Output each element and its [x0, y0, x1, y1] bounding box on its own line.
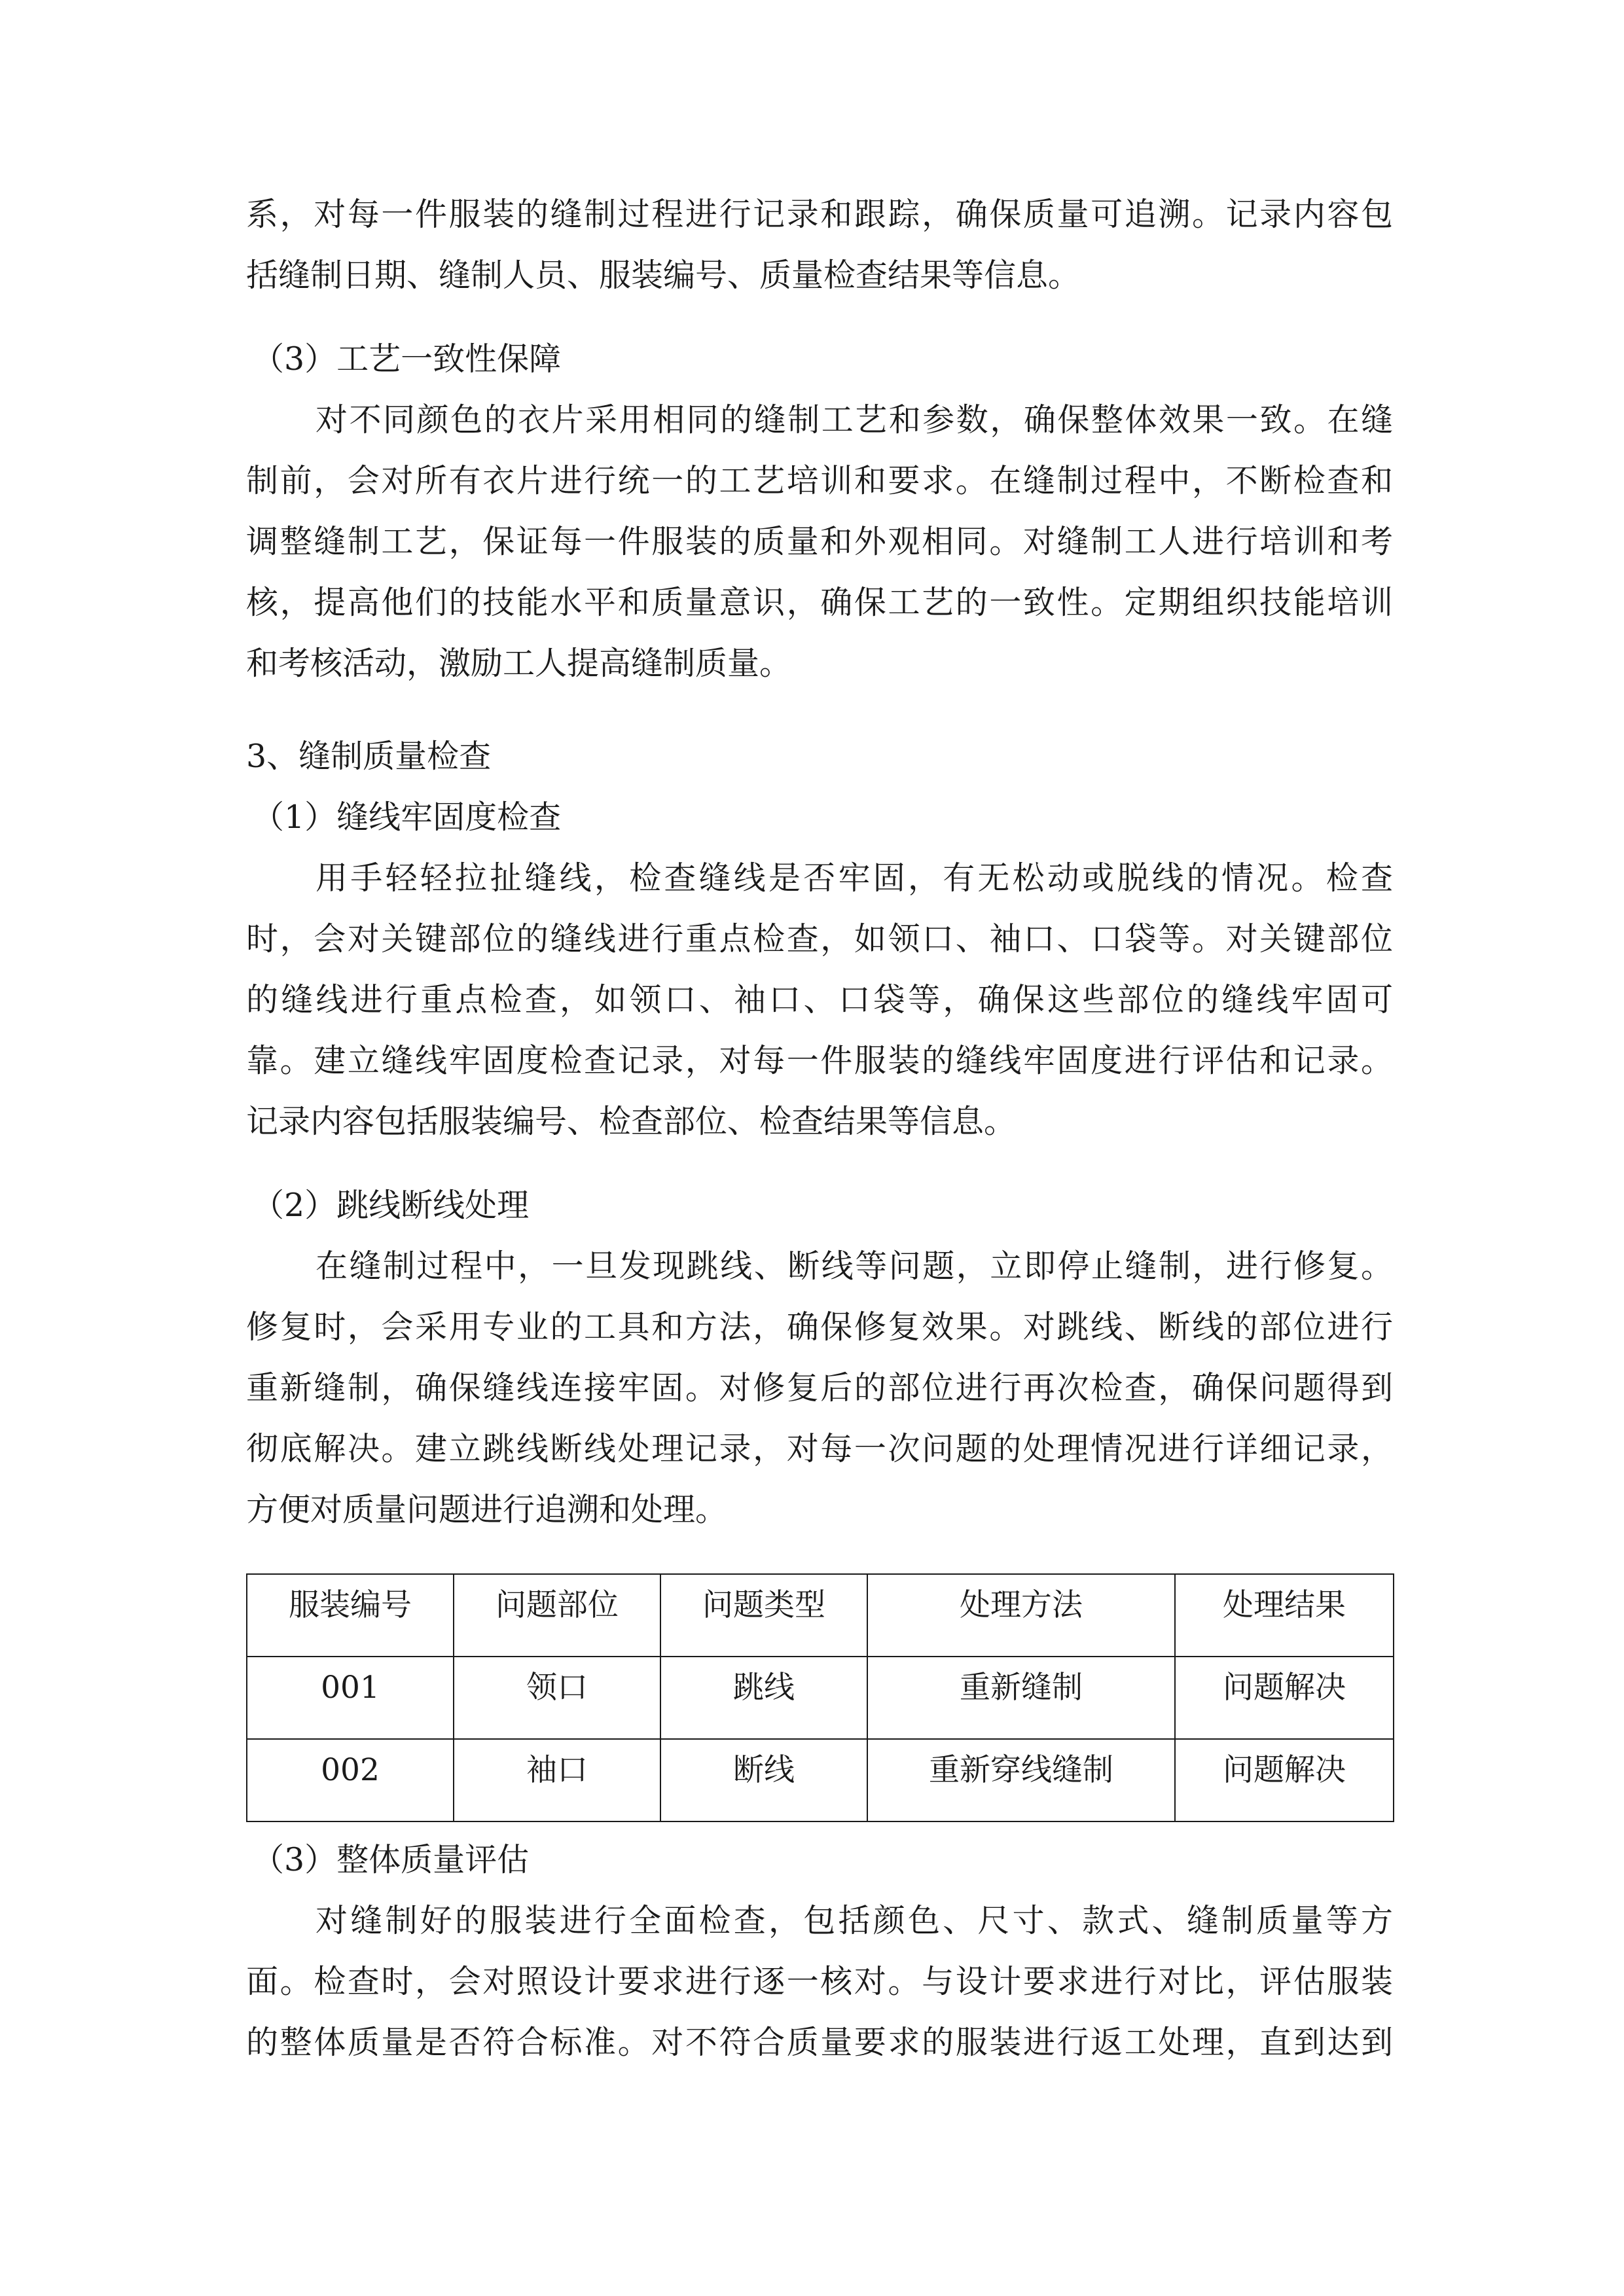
subheading-overall-quality: （3）整体质量评估 — [252, 1841, 530, 1878]
paragraph-line: 的整体质量是否符合标准。对不符合质量要求的服装进行返工处理，直到达到 — [246, 2024, 1393, 2061]
table-header-cell: 问题部位 — [454, 1574, 660, 1657]
subheading-skip-break: （2）跳线断线处理 — [252, 1187, 530, 1224]
paragraph-line: 括缝制日期、缝制人员、服装编号、质量检查结果等信息。 — [246, 257, 1081, 294]
table-cell: 002 — [247, 1739, 454, 1821]
table-cell: 领口 — [454, 1657, 660, 1739]
paragraph-line: 制前，会对所有衣片进行统一的工艺培训和要求。在缝制过程中，不断检查和 — [246, 462, 1393, 499]
table-header-row — [247, 1574, 1394, 1657]
paragraph-line: 记录内容包括服装编号、检查部位、检查结果等信息。 — [246, 1103, 1017, 1140]
paragraph-line: 对缝制好的服装进行全面检查，包括颜色、尺寸、款式、缝制质量等方 — [316, 1902, 1393, 1939]
table-cell: 问题解决 — [1175, 1657, 1394, 1739]
table-cell: 断线 — [660, 1739, 867, 1821]
paragraph-line: 调整缝制工艺，保证每一件服装的质量和外观相同。对缝制工人进行培训和考 — [246, 523, 1393, 560]
table-cell: 跳线 — [660, 1657, 867, 1739]
paragraph-line: 重新缝制，确保缝线连接牢固。对修复后的部位进行再次检查，确保问题得到 — [246, 1369, 1393, 1407]
paragraph-line: 对不同颜色的衣片采用相同的缝制工艺和参数，确保整体效果一致。在缝 — [316, 401, 1393, 439]
table-cell: 重新缝制 — [867, 1657, 1175, 1739]
paragraph-line: 在缝制过程中，一旦发现跳线、断线等问题，立即停止缝制，进行修复。 — [316, 1247, 1393, 1285]
paragraph-line: 和考核活动，激励工人提高缝制质量。 — [246, 645, 792, 682]
paragraph-line: 时，会对关键部位的缝线进行重点检查，如领口、袖口、口袋等。对关键部位 — [246, 920, 1393, 958]
paragraph-line: 核，提高他们的技能水平和质量意识，确保工艺的一致性。定期组织技能培训 — [246, 584, 1393, 621]
paragraph-line: 系，对每一件服装的缝制过程进行记录和跟踪，确保质量可追溯。记录内容包 — [246, 196, 1393, 233]
repair-record-table — [246, 1573, 1394, 1822]
table-cell: 袖口 — [454, 1739, 660, 1821]
table-header-cell: 处理方法 — [867, 1574, 1175, 1657]
paragraph-line: 方便对质量问题进行追溯和处理。 — [246, 1491, 728, 1528]
subheading-process-consistency: （3）工艺一致性保障 — [252, 340, 562, 378]
table-cell: 重新穿线缝制 — [867, 1739, 1175, 1821]
section-heading-sewing-quality: 3、缝制质量检查 — [246, 738, 492, 775]
table-cell: 001 — [247, 1657, 454, 1739]
paragraph-line: 面。检查时，会对照设计要求进行逐一核对。与设计要求进行对比，评估服装 — [246, 1963, 1393, 2000]
paragraph-line: 靠。建立缝线牢固度检查记录，对每一件服装的缝线牢固度进行评估和记录。 — [246, 1042, 1393, 1079]
table-header-cell: 问题类型 — [660, 1574, 867, 1657]
paragraph-line: 的缝线进行重点检查，如领口、袖口、口袋等，确保这些部位的缝线牢固可 — [246, 981, 1393, 1018]
subheading-seam-strength: （1）缝线牢固度检查 — [252, 798, 562, 836]
table-row — [247, 1739, 1394, 1821]
table-cell: 问题解决 — [1175, 1739, 1394, 1821]
table-header-cell: 服装编号 — [247, 1574, 454, 1657]
table-header-cell: 处理结果 — [1175, 1574, 1394, 1657]
paragraph-line: 彻底解决。建立跳线断线处理记录，对每一次问题的处理情况进行详细记录， — [246, 1430, 1393, 1467]
table-row — [247, 1657, 1394, 1739]
paragraph-line: 用手轻轻拉扯缝线，检查缝线是否牢固，有无松动或脱线的情况。检查 — [316, 859, 1393, 897]
paragraph-line: 修复时，会采用专业的工具和方法，确保修复效果。对跳线、断线的部位进行 — [246, 1308, 1393, 1346]
